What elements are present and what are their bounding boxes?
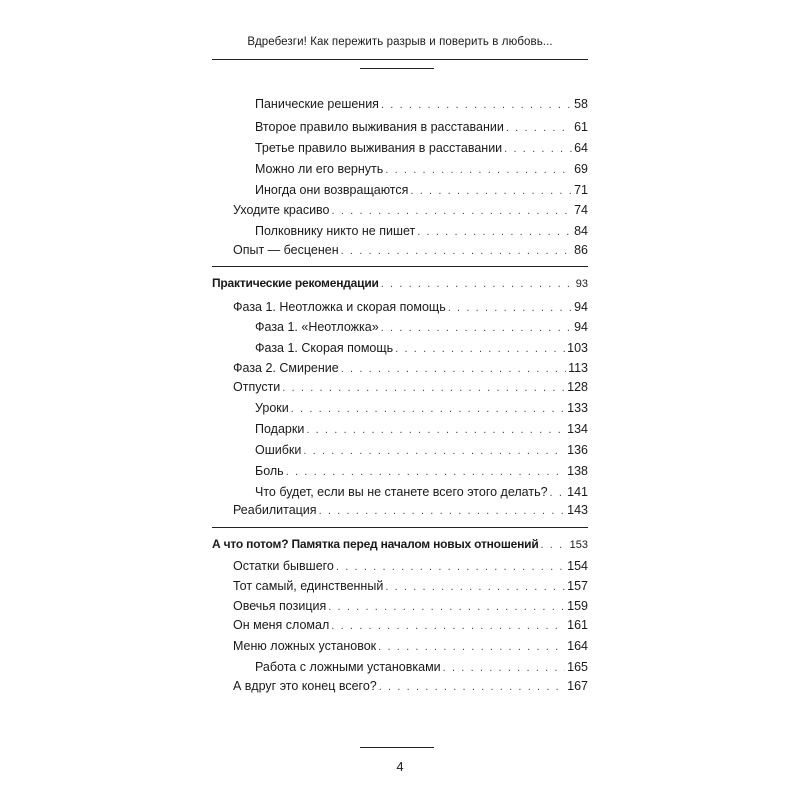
toc-entry-title: Фаза 1. «Неотложка»	[255, 320, 379, 334]
dot-leader	[291, 400, 565, 418]
toc-entry-title: Фаза 1. Скорая помощь	[255, 341, 394, 355]
toc-entry-title: Подарки	[255, 422, 305, 436]
toc-entry[interactable]	[255, 139, 588, 157]
dot-leader	[336, 558, 565, 576]
toc-entry-page: 165	[567, 660, 588, 674]
toc-entry-page: 58	[574, 97, 588, 111]
header-short-rule	[360, 68, 434, 69]
toc-entry[interactable]	[255, 118, 588, 136]
toc-entry[interactable]	[255, 441, 588, 459]
toc-entry[interactable]	[255, 420, 588, 438]
toc-entry-title: Отпусти	[233, 380, 281, 394]
toc-entry-title: Фаза 1. Неотложка и скорая помощь	[233, 300, 446, 314]
toc-entry[interactable]	[233, 298, 588, 316]
toc-entry-page: 153	[569, 539, 588, 551]
toc-entry-page: 157	[567, 579, 588, 593]
toc-entry-title: Третье правило выживания в расставании	[255, 141, 503, 155]
toc-entry[interactable]	[255, 399, 588, 417]
toc-entry-page: 64	[574, 141, 588, 155]
toc-entry[interactable]	[233, 637, 588, 655]
toc-entry-title: Полковнику никто не пишет	[255, 224, 416, 238]
dot-leader	[381, 275, 574, 293]
toc-entry-title: Фаза 2. Смирение	[233, 361, 339, 375]
toc-entry-page: 128	[567, 380, 588, 394]
toc-entry-page: 133	[567, 401, 588, 415]
toc-entry-title: Реабилитация	[233, 503, 317, 517]
dot-leader	[328, 598, 565, 616]
toc-entry-page: 161	[567, 618, 588, 632]
dot-leader	[341, 242, 572, 260]
toc-section-heading[interactable]	[212, 535, 588, 553]
dot-leader	[331, 617, 565, 635]
toc-entry[interactable]	[233, 241, 588, 259]
toc-entry[interactable]	[255, 181, 588, 199]
toc-entry[interactable]	[233, 577, 588, 595]
toc-entry[interactable]	[255, 339, 588, 357]
dot-leader	[443, 659, 565, 677]
toc-entry-title: А вдруг это конец всего?	[233, 679, 377, 693]
toc-entry-title: Второе правило выживания в расставании	[255, 120, 504, 134]
toc-entry-title: Иногда они возвращаются	[255, 183, 409, 197]
toc-entry-page: 84	[574, 224, 588, 238]
toc-entry-title: А что потом? Памятка перед началом новых отношений	[212, 537, 539, 551]
toc-entry[interactable]	[233, 378, 588, 396]
toc-entry[interactable]	[255, 658, 588, 676]
toc-entry-title: Практические рекомендации	[212, 276, 379, 290]
dot-leader	[303, 442, 565, 460]
toc-entry-page: 86	[574, 243, 588, 257]
toc-entry-title: Остатки бывшего	[233, 559, 334, 573]
toc-entry-title: Он меня сломал	[233, 618, 330, 632]
toc-entry-page: 103	[567, 341, 588, 355]
footer-rule	[360, 747, 434, 748]
toc-entry[interactable]	[233, 557, 588, 575]
running-title: Вдребезги! Как пережить разрыв и поверить в любовь...	[247, 36, 553, 48]
toc-entry[interactable]	[233, 677, 588, 695]
dot-leader	[506, 119, 572, 137]
dot-leader	[379, 678, 565, 696]
dot-leader	[381, 96, 572, 114]
dot-leader	[282, 379, 565, 397]
toc-entry-title: Опыт — бесценен	[233, 243, 339, 257]
toc-entry[interactable]	[255, 222, 588, 240]
toc-entry[interactable]	[255, 483, 588, 501]
section-rule	[212, 527, 588, 528]
toc-entry-title: Ошибки	[255, 443, 302, 457]
dot-leader	[395, 340, 565, 358]
toc-entry[interactable]	[233, 501, 588, 519]
toc-entry-page: 74	[574, 203, 588, 217]
toc-section-heading[interactable]	[212, 274, 588, 292]
toc-entry-title: Что будет, если вы не станете всего этого делать?	[255, 485, 548, 499]
dot-leader	[417, 223, 572, 241]
dot-leader	[286, 463, 565, 481]
toc-entry-page: 138	[567, 464, 588, 478]
toc-entry-title: Боль	[255, 464, 284, 478]
dot-leader	[319, 502, 566, 520]
toc-entry-page: 141	[567, 485, 588, 499]
dot-leader	[385, 161, 572, 179]
toc-entry-title: Уходите красиво	[233, 203, 330, 217]
toc-entry-page: 93	[575, 278, 588, 290]
toc-entry-page: 164	[567, 639, 588, 653]
toc-entry-page: 154	[567, 559, 588, 573]
toc-entry[interactable]	[233, 597, 588, 615]
toc-entry[interactable]	[233, 201, 588, 219]
toc-entry-title: Овечья позиция	[233, 599, 327, 613]
toc-entry-page: 69	[574, 162, 588, 176]
toc-entry-title: Панические решения	[255, 97, 379, 111]
toc-entry-page: 136	[567, 443, 588, 457]
toc-entry-title: Меню ложных установок	[233, 639, 377, 653]
toc-entry-page: 94	[574, 320, 588, 334]
toc-entry-page: 134	[567, 422, 588, 436]
toc-entry-page: 143	[567, 503, 588, 517]
section-rule	[212, 266, 588, 267]
toc-entry-page: 167	[567, 679, 588, 693]
dot-leader	[381, 319, 572, 337]
dot-leader	[385, 578, 565, 596]
toc-entry[interactable]	[255, 318, 588, 336]
dot-leader	[541, 536, 568, 554]
dot-leader	[332, 202, 573, 220]
dot-leader	[378, 638, 565, 656]
toc-entry-page: 71	[574, 183, 588, 197]
toc-entry-title: Уроки	[255, 401, 289, 415]
toc-entry-title: Работа с ложными установками	[255, 660, 441, 674]
toc-entry-page: 94	[574, 300, 588, 314]
toc-entry[interactable]	[233, 616, 588, 634]
toc-entry[interactable]	[233, 359, 588, 377]
dot-leader	[306, 421, 565, 439]
toc-entry[interactable]	[255, 462, 588, 480]
toc-entry[interactable]	[255, 160, 588, 178]
dot-leader	[504, 140, 572, 158]
dot-leader	[550, 484, 566, 502]
dot-leader	[410, 182, 572, 200]
dot-leader	[448, 299, 572, 317]
dot-leader	[341, 360, 566, 378]
toc-entry-title: Тот самый, единственный	[233, 579, 384, 593]
toc-entry-page: 113	[568, 361, 588, 375]
toc-entry-page: 159	[567, 599, 588, 613]
page-number: 4	[396, 759, 404, 774]
toc-entry[interactable]	[255, 95, 588, 113]
header-rule	[212, 59, 588, 60]
toc-entry-page: 61	[574, 120, 588, 134]
toc-entry-title: Можно ли его вернуть	[255, 162, 384, 176]
